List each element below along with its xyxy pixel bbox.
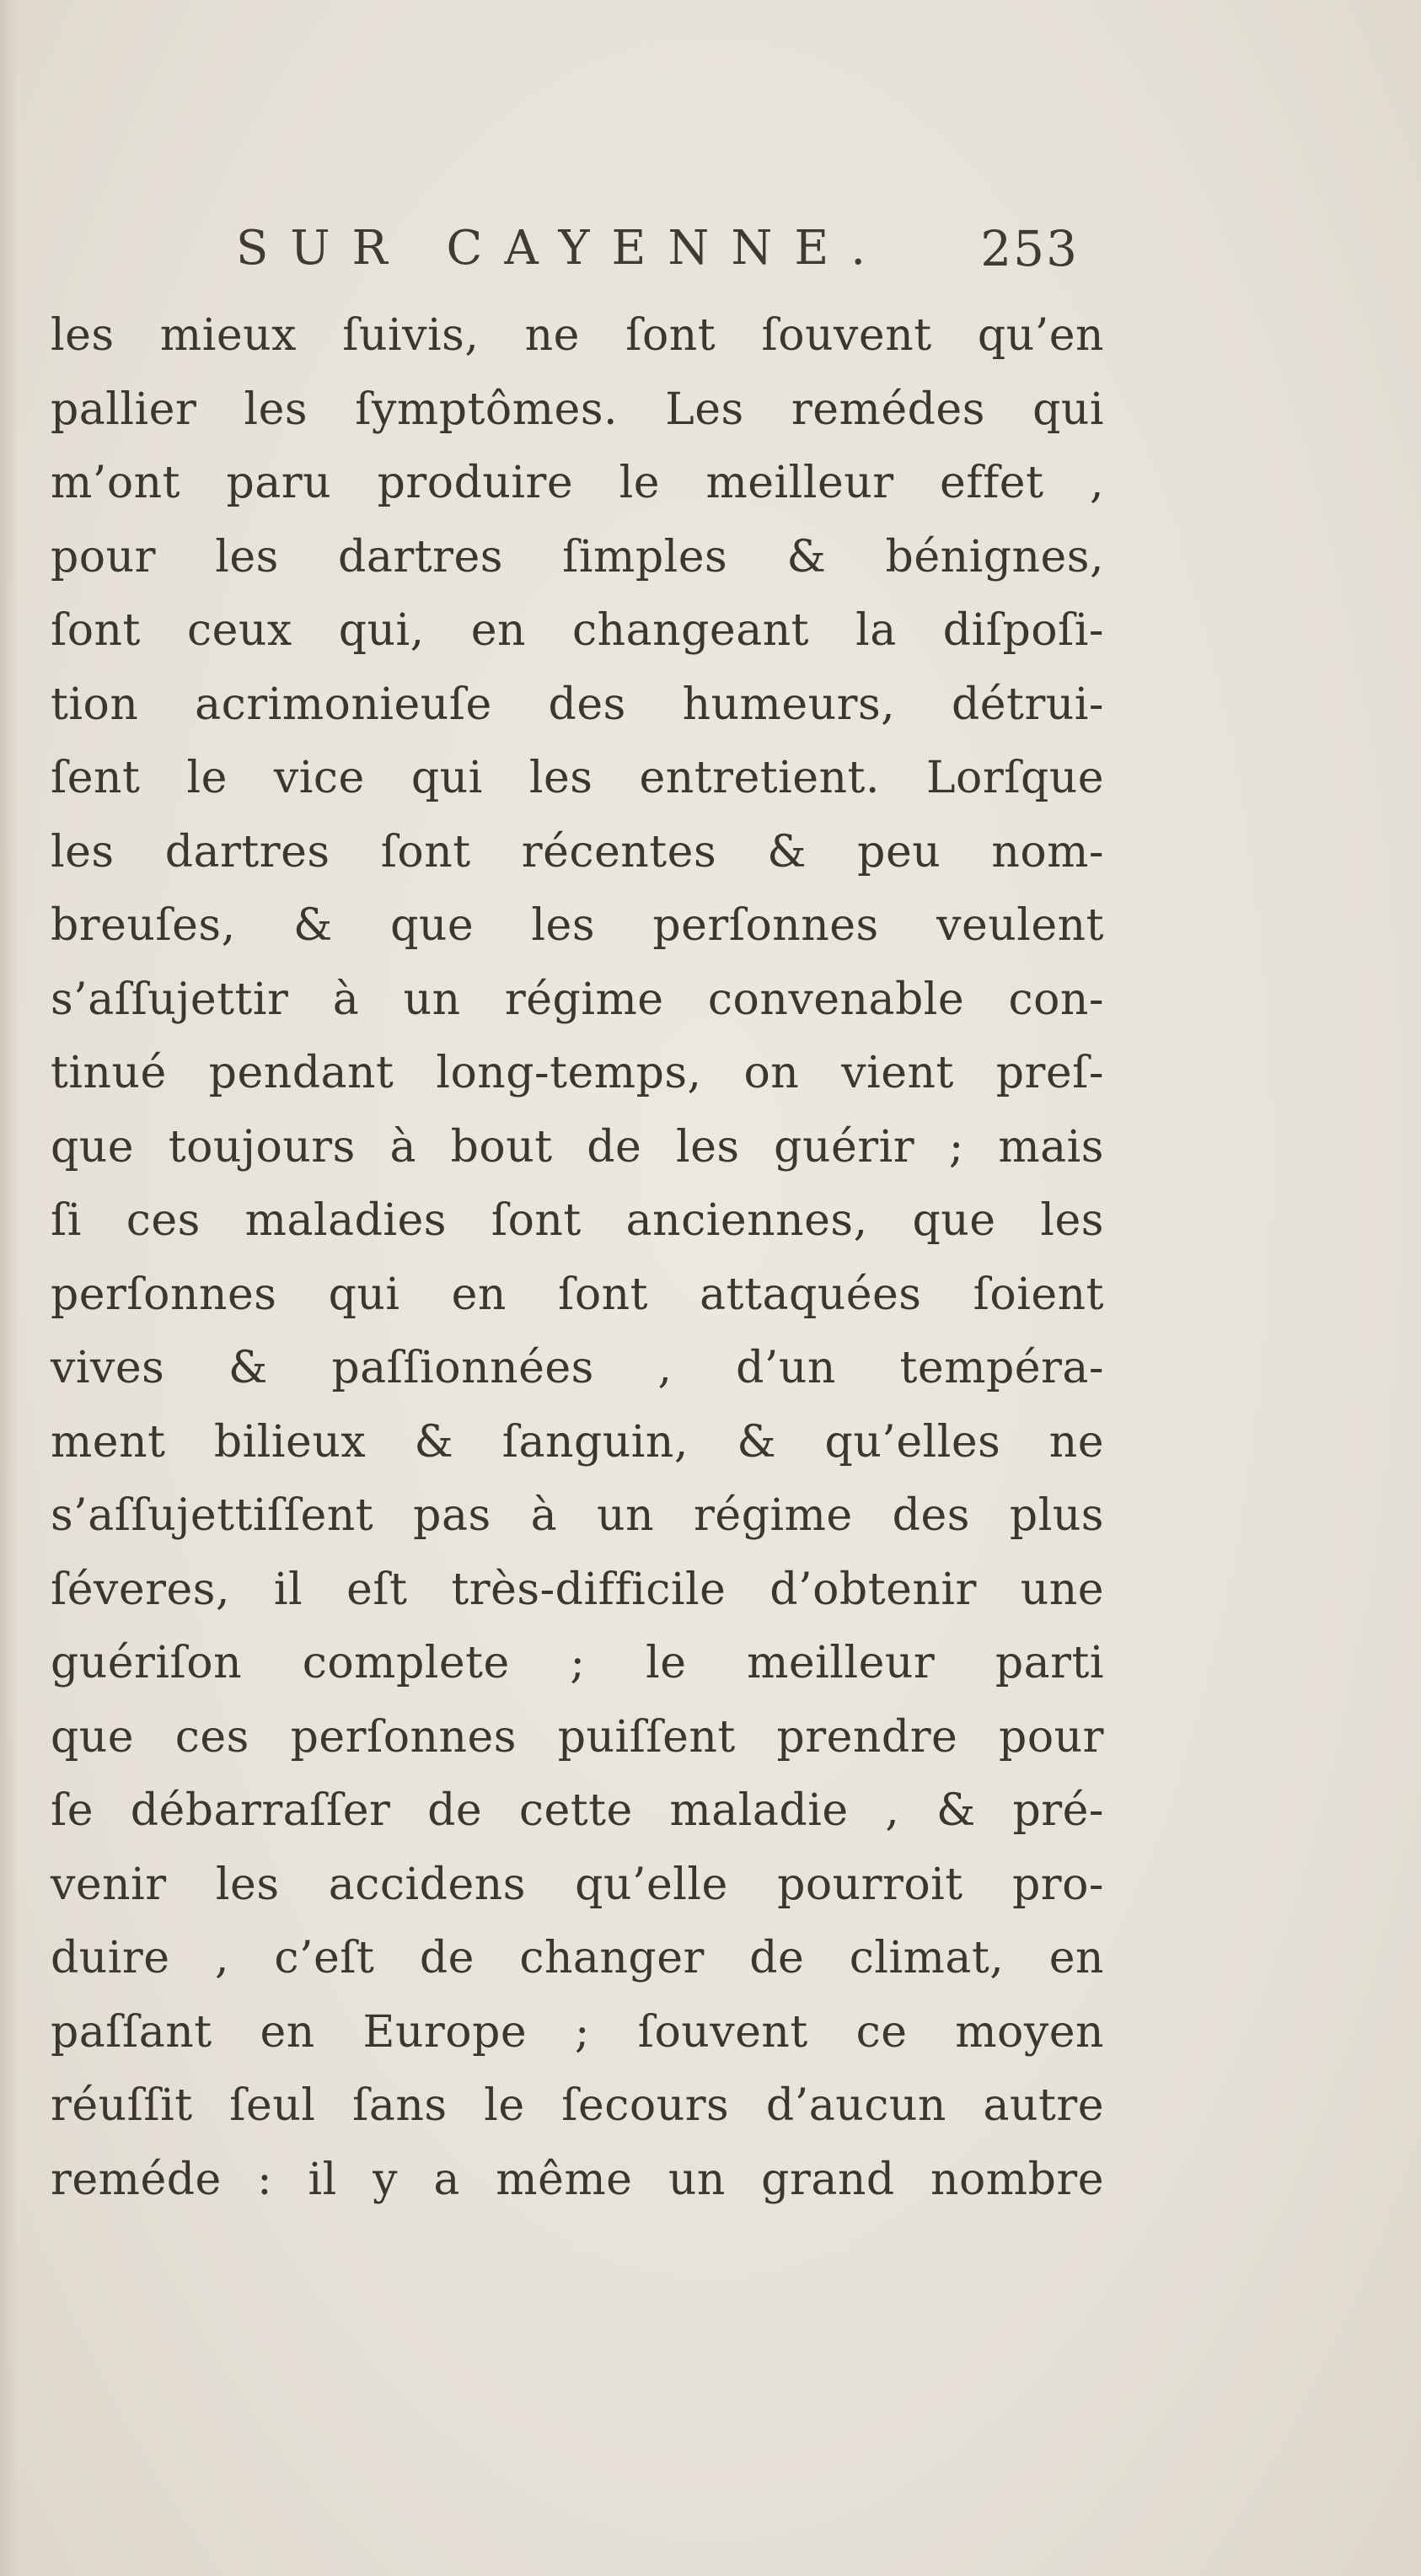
text-line: ſent le vice qui les entretient. Lorſque bbox=[51, 753, 1104, 803]
gutter-shadow bbox=[0, 0, 19, 2576]
text-line: que toujours à bout de les guérir ; mais bbox=[51, 1121, 1104, 1173]
text-line: que ces perſonnes puiſſent prendre pour bbox=[51, 1711, 1104, 1763]
page-number: 253 bbox=[980, 220, 1079, 277]
text-line: tion acrimonieuſe des humeurs, détrui- bbox=[51, 679, 1104, 730]
text-line: guériſon complete ; le meilleur parti bbox=[51, 1638, 1104, 1688]
text-line: paſſant en Europe ; ſouvent ce moyen bbox=[51, 2006, 1104, 2058]
running-title: SUR CAYENNE. bbox=[236, 221, 888, 276]
text-line: vives & paſſionnées , d’un tempéra- bbox=[51, 1343, 1104, 1393]
text-line: les dartres ſont récentes & peu nom- bbox=[51, 826, 1104, 877]
text-line: pallier les ſymptômes. Les remédes qui bbox=[51, 384, 1104, 435]
page-header bbox=[236, 215, 1079, 282]
text-line: perſonnes qui en ſont attaquées ſoient bbox=[51, 1269, 1104, 1320]
text-line: tinué pendant long-temps, on vient preſ- bbox=[51, 1048, 1104, 1098]
text-line: breuſes, & que les perſonnes veulent bbox=[51, 900, 1104, 951]
text-line: ſont ceux qui, en changeant la diſpoſi- bbox=[51, 605, 1104, 656]
text-line: ſi ces maladies ſont anciennes, que les bbox=[51, 1195, 1104, 1246]
text-line: pour les dartres ſimples & bénignes, bbox=[51, 531, 1104, 582]
text-line: s’aſſujettir à un régime convenable con- bbox=[51, 974, 1104, 1025]
text-line: ſéveres, il eſt très-difficile d’obtenir une bbox=[51, 1564, 1104, 1615]
text-line: duire , c’eſt de changer de climat, en bbox=[51, 1933, 1104, 1983]
text-line: réuſſit ſeul ſans le ſecours d’aucun autre bbox=[51, 2080, 1104, 2131]
text-line: s’aſſujettiſſent pas à un régime des plus bbox=[51, 1490, 1104, 1541]
body-text bbox=[51, 299, 1104, 2217]
text-line: ment bilieux & ſanguin, & qu’elles ne bbox=[51, 1416, 1104, 1468]
text-line: venir les accidens qu’elle pourroit pro- bbox=[51, 1859, 1104, 1910]
text-line: m’ont paru produire le meilleur effet , bbox=[51, 458, 1104, 508]
text-line: reméde : il y a même un grand nombre bbox=[51, 2154, 1104, 2205]
text-line: ſe débarraſſer de cette maladie , & pré- bbox=[51, 1785, 1104, 1836]
text-line: les mieux ſuivis, ne ſont ſouvent qu’en bbox=[51, 310, 1104, 361]
